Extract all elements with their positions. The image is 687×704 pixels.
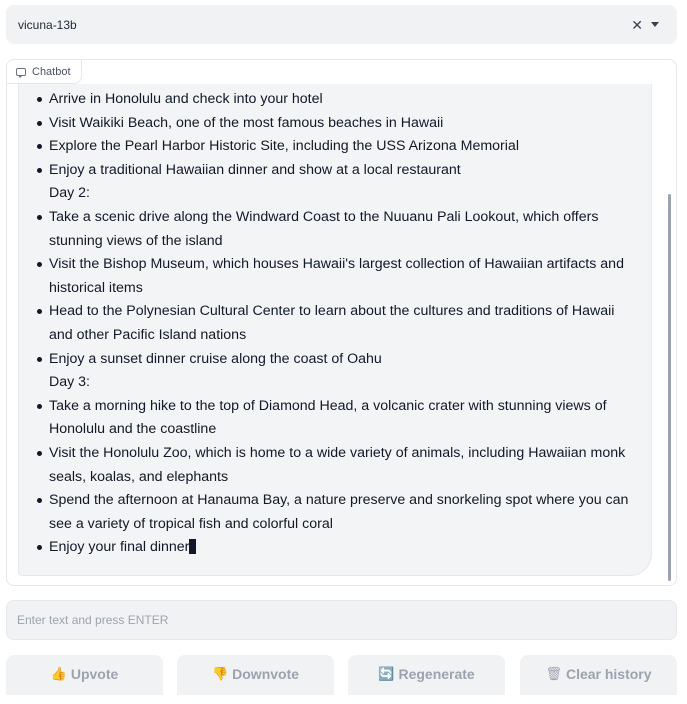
list-item (36, 536, 639, 560)
list-item-text: Day 2: (49, 185, 91, 202)
list-item-text: Visit the Honolulu Zoo, which is home to a wide variety of animals, including Hawaiian monk seals, koalas, and elephants (49, 444, 626, 485)
thumbs-down-icon: 👎 (211, 666, 229, 681)
trash-icon: 🗑 (545, 666, 562, 681)
day-heading (36, 371, 639, 395)
chatbot-label-text: Chatbot (32, 65, 71, 78)
upvote-label: Upvote (70, 666, 119, 682)
thumbs-up-icon: 👍 (50, 666, 67, 681)
list-item-text: Take a morning hike to the top of Diamond Head, a volcanic crater with stunning views of Honolulu and the coastline (49, 397, 607, 438)
clear-history-button[interactable] (520, 655, 677, 695)
chatbot-label (7, 60, 82, 84)
list-item-text: Enjoy a sunset dinner cruise along the coast of Oahu (49, 350, 382, 367)
regenerate-button[interactable] (348, 655, 505, 695)
list-item (36, 395, 639, 442)
refresh-icon: 🔄 (378, 666, 395, 681)
list-item (36, 206, 639, 253)
list-item-text: Enjoy a traditional Hawaiian dinner and show at a local restaurant (49, 161, 461, 178)
chatbot-panel (6, 59, 677, 586)
typing-cursor (189, 539, 196, 554)
day-heading (36, 182, 639, 206)
list-item-text: Arrive in Honolulu and check into your hotel (49, 91, 323, 107)
message-list (19, 84, 651, 560)
downvote-label: Downvote (232, 666, 300, 682)
bot-message (18, 84, 652, 576)
model-dropdown[interactable] (6, 5, 677, 44)
regenerate-label: Regenerate (398, 666, 475, 682)
clear-selection-icon[interactable]: ✕ (631, 16, 643, 33)
list-item (36, 489, 639, 536)
downvote-button[interactable] (177, 655, 334, 695)
list-item-text: Head to the Polynesian Cultural Center to learn about the cultures and traditions of Hawaii and other Pacific Island nations (49, 303, 615, 343)
chat-scrollbar[interactable] (668, 194, 671, 581)
message-input[interactable] (6, 600, 677, 640)
list-item (36, 348, 639, 372)
chat-bubble-icon (16, 68, 26, 76)
list-item (36, 112, 639, 136)
list-item-text: Enjoy your final dinner (49, 539, 190, 556)
upvote-button[interactable] (6, 655, 163, 695)
list-item-text: Day 3: (49, 374, 91, 391)
list-item (36, 88, 639, 112)
list-item (36, 300, 639, 347)
list-item-text: Spend the afternoon at Hanauma Bay, a nature preserve and snorkeling spot where you can see a variety of tropical fish and colorful coral (49, 492, 629, 532)
clear-history-label: Clear history (565, 666, 652, 682)
list-item-text: Visit the Bishop Museum, which houses Hawaii's largest collection of Hawaiian artifacts and historical items (49, 256, 624, 296)
list-item (36, 135, 639, 159)
chevron-down-icon[interactable] (651, 22, 659, 27)
list-item-text: Explore the Pearl Harbor Historic Site, including the USS Arizona Memorial (49, 138, 519, 155)
list-item (36, 253, 639, 300)
list-item (36, 442, 639, 489)
list-item-text: Take a scenic drive along the Windward Coast to the Nuuanu Pali Lookout, which offers stunning views of the island (49, 208, 599, 249)
model-dropdown-value: vicuna-13b (18, 17, 77, 32)
list-item-text: Visit Waikiki Beach, one of the most famous beaches in Hawaii (49, 114, 444, 131)
list-item (36, 159, 639, 183)
